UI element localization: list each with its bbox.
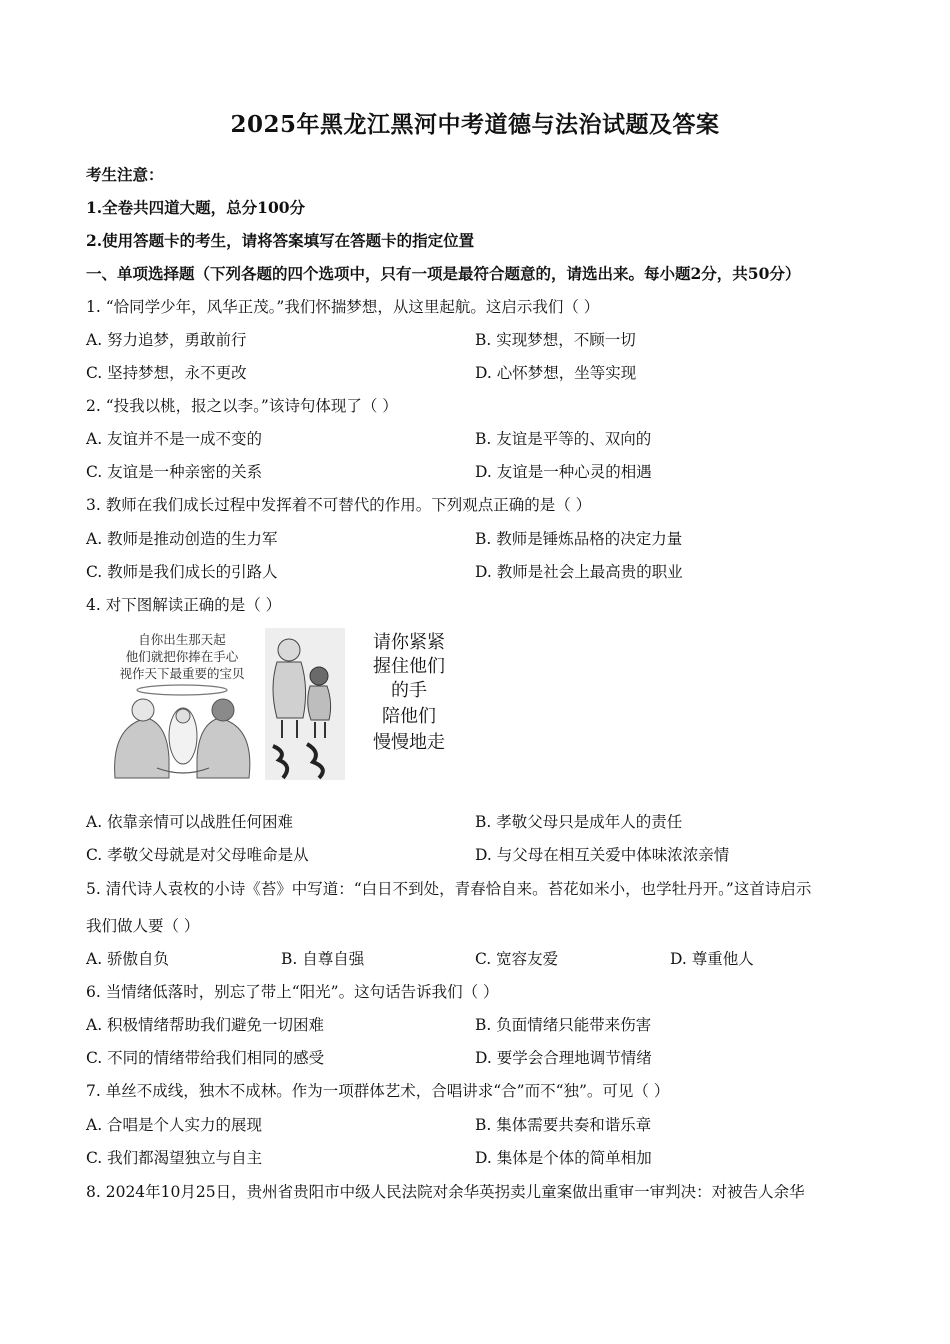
option-a: A. 依靠亲情可以战胜任何困难 <box>86 813 294 831</box>
cartoon-panel-middle <box>265 628 345 780</box>
option-d: D. 教师是社会上最高贵的职业 <box>475 563 683 581</box>
question-stem: 4. 对下图解读正确的是（ ） <box>86 596 282 614</box>
cartoon-right-line: 请你紧紧 <box>373 632 445 653</box>
option-c: C. 不同的情绪带给我们相同的感受 <box>86 1049 325 1067</box>
question-stem: 7. 单丝不成线，独木不成林。作为一项群体艺术，合唱讲求“合”而不“独”。可见（ ） <box>86 1082 670 1100</box>
cartoon-right-line: 陪他们 <box>382 706 436 727</box>
option-b: B. 友谊是平等的、双向的 <box>475 430 652 448</box>
option-b: B. 负面情绪只能带来伤害 <box>475 1016 652 1034</box>
question-stem: 3. 教师在我们成长过程中发挥着不可替代的作用。下列观点正确的是（ ） <box>86 496 592 514</box>
option-a: A. 积极情绪帮助我们避免一切困难 <box>86 1016 325 1034</box>
option-b: B. 孝敬父母只是成年人的责任 <box>475 813 683 831</box>
option-c: C. 宽容友爱 <box>475 950 559 968</box>
cartoon-panel-left <box>107 628 257 780</box>
page-title: 2025年黑龙江黑河中考道德与法治试题及答案 <box>230 111 720 138</box>
option-d: D. 与父母在相互关爱中体味浓浓亲情 <box>475 846 730 864</box>
question-stem: 8. 2024年10月25日，贵州省贵阳市中级人民法院对余华英拐卖儿童案做出重审一审判决：对被告人余华 <box>86 1183 805 1201</box>
option-c: C. 我们都渴望独立与自主 <box>86 1149 263 1167</box>
option-a: A. 努力追梦，勇敢前行 <box>86 331 247 349</box>
option-c: C. 教师是我们成长的引路人 <box>86 563 278 581</box>
question-stem: 2. “投我以桃，报之以李。”该诗句体现了（ ） <box>86 397 398 415</box>
notice-heading: 考生注意： <box>86 165 164 184</box>
option-a: A. 教师是推动创造的生力军 <box>86 530 278 548</box>
option-a: A. 合唱是个人实力的展现 <box>86 1116 263 1134</box>
option-d: D. 心怀梦想，坐等实现 <box>475 364 637 382</box>
question-stem: 5. 清代诗人袁枚的小诗《苔》中写道：“白日不到处，青春恰自来。苔花如米小，也学牡丹开。”这首诗启示 <box>86 880 812 898</box>
option-b: B. 实现梦想，不顾一切 <box>475 331 636 349</box>
option-c: C. 坚持梦想，永不更改 <box>86 364 247 382</box>
cartoon-left-line: 视作天下最重要的宝贝 <box>119 666 245 681</box>
option-b: B. 教师是锤炼品格的决定力量 <box>475 530 683 548</box>
cartoon-left-line: 自你出生那天起 <box>138 632 226 647</box>
cartoon-right-line: 的手 <box>391 680 427 701</box>
option-c: C. 孝敬父母就是对父母唯命是从 <box>86 846 309 864</box>
question-stem: 1. “恰同学少年，风华正茂。”我们怀揣梦想，从这里起航。这启示我们（ ） <box>86 298 600 316</box>
option-b: B. 集体需要共奏和谐乐章 <box>475 1116 652 1134</box>
option-d: D. 集体是个体的简单相加 <box>475 1149 652 1167</box>
section-heading: 一、单项选择题（下列各题的四个选项中，只有一项是最符合题意的，请选出来。每小题2分，共50分） <box>86 264 801 283</box>
option-a: A. 骄傲自负 <box>86 950 170 968</box>
option-a: A. 友谊并不是一成不变的 <box>86 430 263 448</box>
option-b: B. 自尊自强 <box>281 950 365 968</box>
notice-item: 2.使用答题卡的考生，请将答案填写在答题卡的指定位置 <box>86 231 475 250</box>
cartoon-right-line: 慢慢地走 <box>373 732 445 753</box>
option-c: C. 友谊是一种亲密的关系 <box>86 463 263 481</box>
cartoon-left-line: 他们就把你捧在手心 <box>125 649 239 664</box>
notice-item: 1.全卷共四道大题，总分100分 <box>86 198 306 217</box>
option-d: D. 要学会合理地调节情绪 <box>475 1049 652 1067</box>
option-d: D. 尊重他人 <box>670 950 754 968</box>
question-stem-continued: 我们做人要（ ） <box>86 917 200 935</box>
cartoon-figure <box>107 628 467 780</box>
option-d: D. 友谊是一种心灵的相遇 <box>475 463 652 481</box>
cartoon-right-line: 握住他们 <box>373 656 445 677</box>
cartoon-panel-right <box>373 632 445 753</box>
question-stem: 6. 当情绪低落时，别忘了带上“阳光”。这句话告诉我们（ ） <box>86 983 499 1001</box>
